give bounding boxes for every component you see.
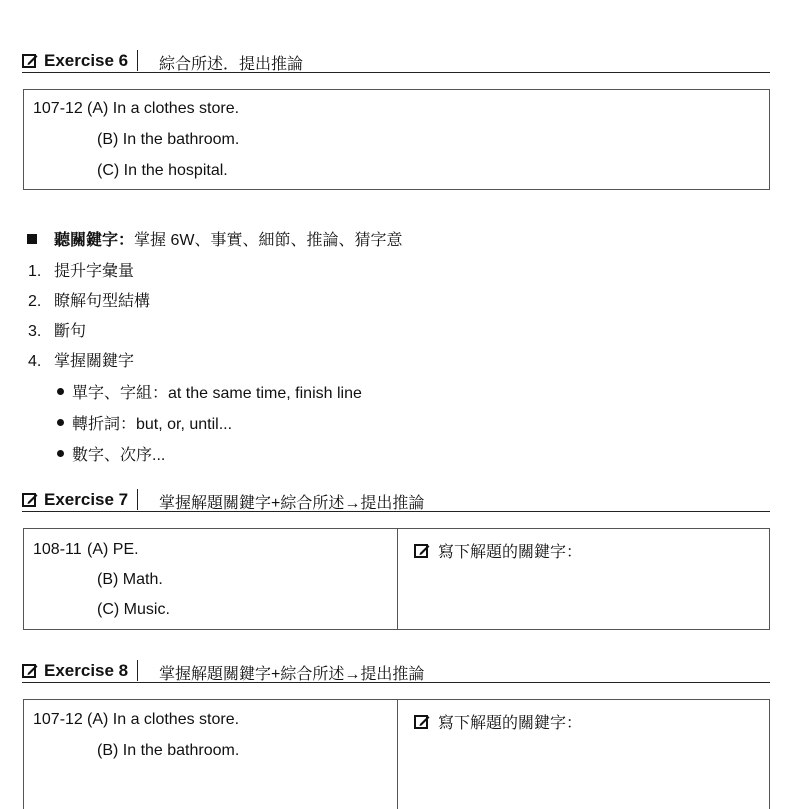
option-a: (A) In a clothes store. [87,711,240,728]
option-c: (C) Music. [97,601,170,618]
list-item: 1. 提升字彙量 [28,263,135,280]
box-divider [397,529,398,629]
pencil-icon [414,714,430,730]
keywords-heading: 聽關鍵字： 掌握 6W、事實、細節、推論、猜字意 [27,227,402,250]
exercise-8-title: 掌握解題關鍵字+綜合所述→提出推論 [159,666,425,683]
list-item: 4. 掌握關鍵字 [28,353,135,370]
exercise-6-title: 綜合所述．提出推論 [159,56,304,73]
bullet-item: 數字、次序... [57,442,165,465]
bullet-dot-icon [57,388,64,395]
pencil-icon [22,663,38,679]
bullet-dot-icon [57,450,64,457]
bullet-item: 單字、字組：at the same time, finish line [57,380,362,403]
option-b: (B) In the bathroom. [97,131,240,148]
exercise-7-header [22,489,770,512]
option-a: (A) PE. [87,541,139,558]
keyword-prompt: 寫下解題的關鍵字： [414,710,582,733]
pencil-icon [22,53,38,69]
exercise-7-title: 掌握解題關鍵字+綜合所述→提出推論 [159,495,425,512]
option-b: (B) In the bathroom. [97,742,240,759]
keyword-prompt: 寫下解題的關鍵字： [414,539,582,562]
exercise-7-box [23,528,770,630]
question-code: 108-11 [33,541,82,558]
option-b: (B) Math. [97,571,163,588]
list-item: 2. 瞭解句型結構 [28,293,151,310]
exercise-6-header [22,50,770,73]
option-a: (A) In a clothes store. [87,100,240,117]
question-code: 107-12 [33,100,83,117]
pencil-icon [22,492,38,508]
exercise-8-label: Exercise 8 [22,660,138,681]
exercise-8-box [23,699,770,809]
exercise-7-label: Exercise 7 [22,489,138,510]
box-divider [397,700,398,809]
list-item: 3. 斷句 [28,323,87,340]
question-code: 107-12 [33,711,83,728]
pencil-icon [414,543,430,559]
exercise-6-label: Exercise 6 [22,50,138,71]
bullet-item: 轉折詞：but, or, until... [57,411,232,434]
exercise-6-box [23,89,770,190]
square-bullet-icon [27,234,37,244]
bullet-dot-icon [57,419,64,426]
exercise-8-header [22,660,770,683]
option-c: (C) In the hospital. [97,162,228,179]
